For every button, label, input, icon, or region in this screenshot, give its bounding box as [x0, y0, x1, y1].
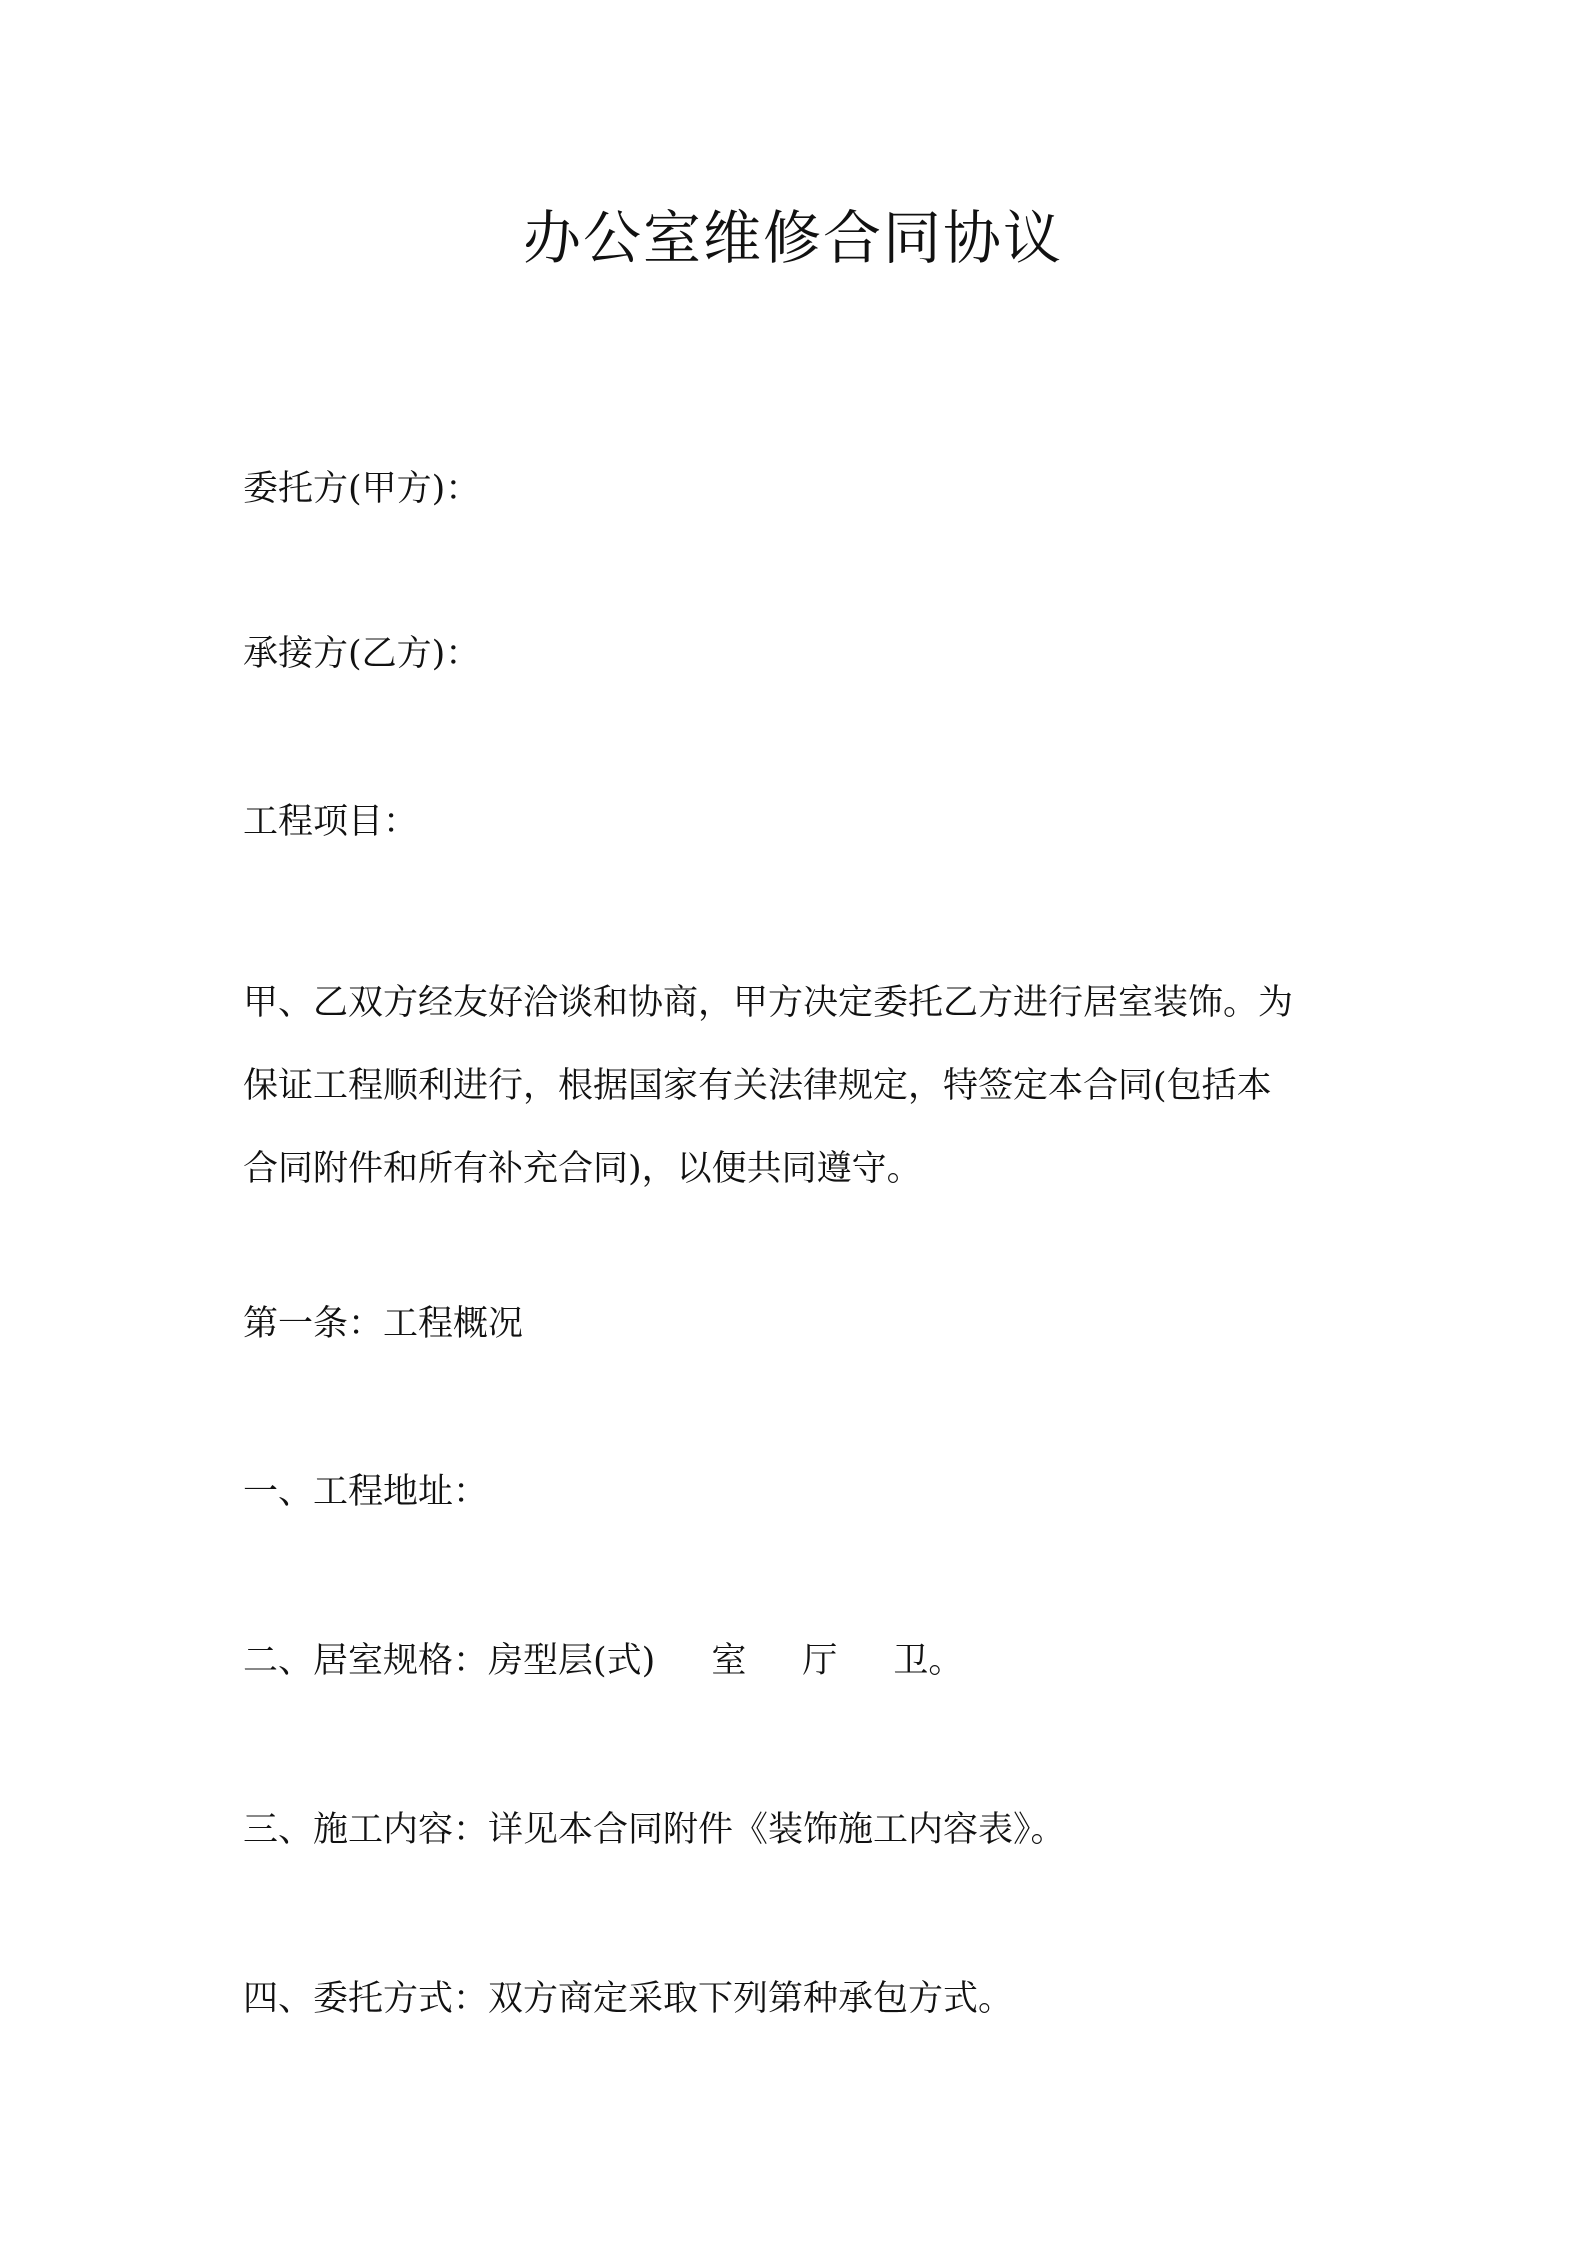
document-title: 办公室维修合同协议	[522, 204, 1063, 272]
item-4-method: 四、委托方式：双方商定采取下列第种承包方式。	[243, 1979, 1014, 2019]
item-2-room-spec	[243, 1637, 963, 1685]
party-b-label: 承接方(乙方)：	[243, 634, 481, 674]
intro-paragraph	[243, 962, 1363, 1211]
intro-line: 甲、乙双方经友好洽谈和协商，甲方决定委托乙方进行居室装饰。为	[243, 983, 1294, 1023]
item-2-hall: 厅	[802, 1641, 838, 1681]
project-label: 工程项目：	[243, 802, 419, 842]
intro-line: 保证工程顺利进行，根据国家有关法律规定，特签定本合同(包括本	[243, 1066, 1272, 1106]
party-a-label: 委托方(甲方)：	[243, 469, 481, 509]
intro-line: 合同附件和所有补充合同)，以便共同遵守。	[243, 1149, 922, 1189]
item-1-address: 一、工程地址：	[243, 1472, 489, 1512]
item-2-prefix: 二、居室规格：房型层(式)	[243, 1641, 656, 1681]
item-2-bath: 卫。	[893, 1641, 964, 1681]
item-3-content: 三、施工内容：详见本合同附件《装饰施工内容表》。	[243, 1810, 1066, 1850]
item-2-room: 室	[711, 1641, 747, 1681]
article-1-heading: 第一条：工程概况	[243, 1304, 524, 1344]
